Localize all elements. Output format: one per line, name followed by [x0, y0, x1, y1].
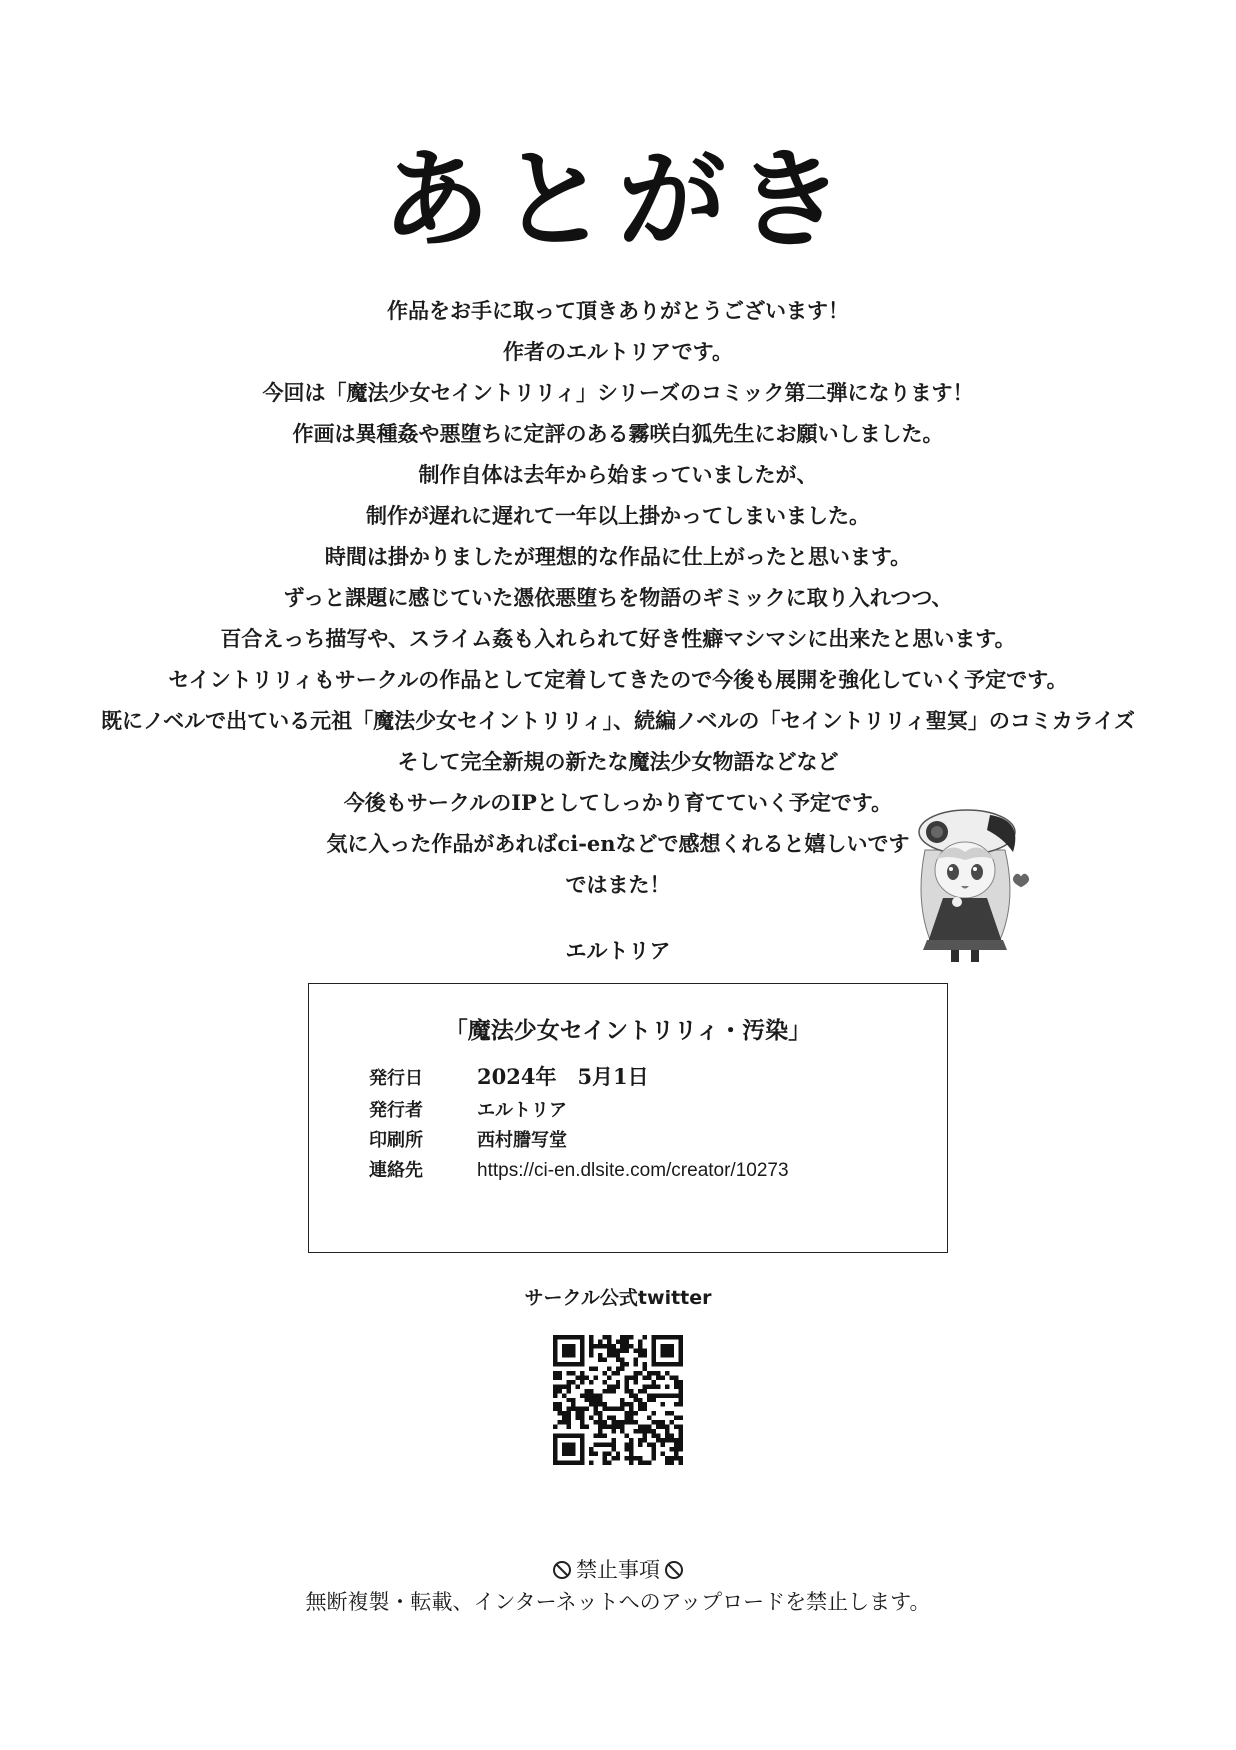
qr-code-icon[interactable]: [553, 1335, 683, 1465]
colophon-value: 西村謄写堂: [477, 1130, 567, 1151]
message-line: ではまた！: [565, 872, 671, 897]
colophon-label: 発行日: [369, 1068, 423, 1089]
message-line: 制作が遅れに遅れて一年以上掛かってしまいました。: [366, 503, 870, 528]
ban-icon: [664, 1560, 684, 1580]
colophon-label: 印刷所: [369, 1130, 423, 1151]
ban-icon: [552, 1560, 572, 1580]
prohibition-heading: [0, 1555, 1236, 1585]
message-line: 作品をお手に取って頂きありがとうございます！: [387, 298, 849, 323]
message-line: 作者のエルトリアです。: [503, 339, 733, 364]
message-line: セイントリリィもサークルの作品として定着してきたので今後も展開を強化していく予定です。: [168, 667, 1068, 692]
message-line: 制作自体は去年から始まっていましたが、: [418, 462, 818, 487]
colophon-box: [308, 983, 948, 1253]
colophon-row-printer: [369, 1126, 567, 1156]
page-title: あとがき: [381, 137, 854, 263]
colophon-value: 2024年 5月1日: [477, 1064, 649, 1089]
prohibition-title: 禁止事項: [576, 1558, 660, 1582]
colophon-label: 発行者: [369, 1100, 423, 1121]
prohibition-text: 無断複製・転載、インターネットへのアップロードを禁止します。: [305, 1590, 931, 1614]
message-line: そして完全新規の新たな魔法少女物語などなど: [397, 749, 839, 774]
author-signature: エルトリア: [565, 938, 671, 963]
message-line: ずっと課題に感じていた憑依悪堕ちを物語のギミックに取り入れつつ、: [283, 585, 953, 610]
message-line: 気に入った作品があればci-enなどで感想くれると嬉しいです: [326, 831, 910, 856]
message-line: 今回は「魔法少女セイントリリィ」シリーズのコミック第二弾になります！: [262, 380, 974, 405]
book-title: 「魔法少女セイントリリィ・汚染」: [444, 1017, 812, 1044]
colophon-row-contact: [369, 1156, 789, 1186]
colophon-value: エルトリア: [477, 1100, 567, 1121]
message-line: 時間は掛かりましたが理想的な作品に仕上がったと思います。: [324, 544, 912, 569]
message-line: 今後もサークルのIPとしてしっかり育てていく予定です。: [343, 790, 893, 815]
message-line: 既にノベルで出ている元祖「魔法少女セイントリリィ」、続編ノベルの「セイントリリィ聖冥」のコミカライズ: [100, 708, 1136, 733]
colophon-row-publisher: [369, 1096, 567, 1126]
colophon-label: 連絡先: [369, 1160, 423, 1181]
message-line: 作画は異種姦や悪堕ちに定評のある霧咲白狐先生にお願いしました。: [292, 421, 944, 446]
twitter-label: サークル公式twitter: [524, 1287, 712, 1309]
message-line: 百合えっち描写や、スライム姦も入れられて好き性癖マシマシに出来たと思います。: [220, 626, 1016, 651]
colophon-row-date: [369, 1062, 649, 1092]
contact-url-link[interactable]: https://ci-en.dlsite.com/creator/10273: [477, 1160, 789, 1181]
